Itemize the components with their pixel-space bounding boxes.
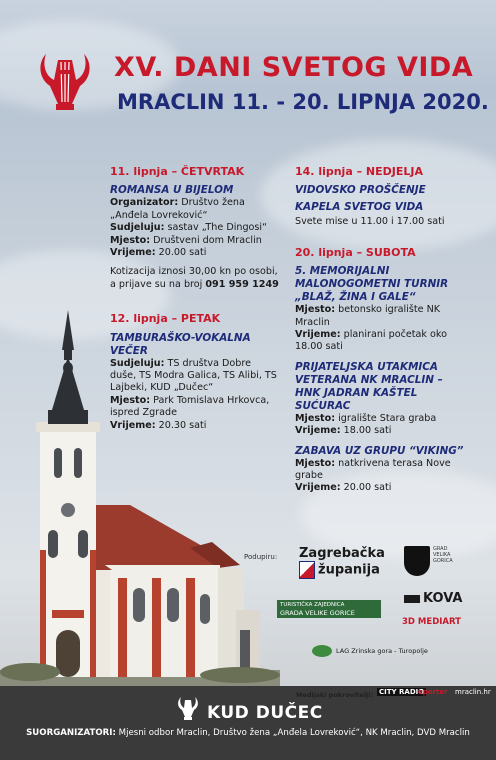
event-performers: Sudjeluju: sastav „The Dingosi“ — [110, 222, 268, 234]
media-sponsors-label: Medijski pokrovitelji: — [296, 691, 374, 699]
event-time: Vrijeme: 20.00 sati — [295, 482, 392, 494]
sponsor-kova: KOVA — [404, 591, 462, 606]
event-place: Mjesto: igralište Stara graba — [295, 412, 437, 424]
kova-logo-icon — [404, 595, 420, 603]
sponsor-3d-mediart: 3D MEDIART — [402, 617, 461, 627]
media-logo-eporter: eporter — [418, 688, 448, 696]
velika-gorica-crest-icon — [404, 546, 430, 576]
poster-subtitle: MRACLIN 11. - 20. LIPNJA 2020. — [117, 90, 489, 114]
event-title: ZABAVA UZ GRUPU “VIKING” — [295, 444, 464, 457]
event-title: VIDOVSKO PROŠČENJE — [295, 184, 426, 197]
event-title: KAPELA SVETOG VIDA — [295, 201, 424, 214]
sponsor-velika-gorica: GRAD VELIKA GORICA — [433, 546, 453, 564]
lag-leaf-icon — [312, 645, 332, 657]
event-place: Mjesto: Park Tomislava Hrkovca, ispred Zgrade — [110, 394, 270, 419]
event-title: PRIJATELJSKA UTAKMICA VETERANA NK MRACLIN – HNK JADRAN KAŠTEL SUĆURAC — [295, 360, 443, 412]
media-logo-city-radio: CITY RADIO — [379, 688, 425, 696]
event-note: Kotizacija iznosi 30,00 kn po osobi, a prijave su na broj 091 959 1249 — [110, 266, 279, 290]
kud-lyre-icon — [176, 695, 200, 721]
event-time: Vrijeme: 20.00 sati — [110, 247, 207, 259]
organizer-name: KUD DUČEC — [207, 703, 323, 723]
church-illustration — [0, 310, 280, 700]
sponsors-label: Podupiru: — [244, 553, 278, 561]
day-heading: 11. lipnja – ČETVRTAK — [110, 165, 245, 178]
event-place: Mjesto: Društveni dom Mraclin — [110, 234, 262, 246]
event-note: Svete mise u 11.00 i 17.00 sati — [295, 216, 445, 228]
event-place: Mjesto: natkrivena terasa Nove grabe — [295, 457, 451, 482]
event-title: TAMBURAŠKO-VOKALNA VEČER — [110, 331, 251, 357]
phone-number: 091 959 1249 — [205, 278, 279, 290]
sponsor-turisticka-zajednica: TURISTIČKA ZAJEDNICA GRADA VELIKE GORICE — [277, 600, 381, 618]
right-column — [295, 166, 471, 495]
coat-of-arms-icon — [299, 561, 315, 579]
poster-title: XV. DANI SVETOG VIDA — [114, 52, 474, 83]
co-organizers: SUORGANIZATORI: Mjesni odbor Mraclin, Društvo žena „Anđela Lovreković“, NK Mraclin, DVD Mraclin — [26, 728, 470, 738]
event-time: Vrijeme: 18.00 sati — [295, 425, 392, 437]
lyre-logo-icon — [34, 48, 96, 114]
day-heading: 20. lipnja – SUBOTA — [295, 245, 416, 259]
media-logo-mraclin: mraclin.hr — [455, 688, 491, 696]
event-time: Vrijeme: planirani početak oko 18.00 sati — [295, 329, 447, 353]
sponsor-zagrebacka-zupanija: Zagrebačka županija — [299, 546, 385, 578]
event-performers: Sudjeluju: TS društva Dobre duše, TS Modra Galica, TS Alibi, TS Lajbeki, KUD „Dučec“ — [110, 357, 277, 394]
event-title: ROMANSA U BIJELOM — [110, 184, 234, 197]
day-heading: 12. lipnja – PETAK — [110, 312, 221, 326]
event-title: 5. MEMORIJALNI MALONOGOMETNI TURNIR „BLAŽ, ŽINA I GALE“ — [295, 265, 449, 304]
day-heading: 14. lipnja – NEDJELJA — [295, 165, 423, 178]
sponsor-lag: LAG Zrinska gora - Turopolje — [312, 645, 428, 657]
event-place: Mjesto: betonsko igralište NK Mraclin — [295, 304, 441, 328]
event-time: Vrijeme: 20.30 sati — [110, 419, 207, 431]
footer-bar — [0, 686, 496, 760]
event-organizer: Organizator: Društvo žena „Anđela Lovreković“ — [110, 197, 245, 221]
